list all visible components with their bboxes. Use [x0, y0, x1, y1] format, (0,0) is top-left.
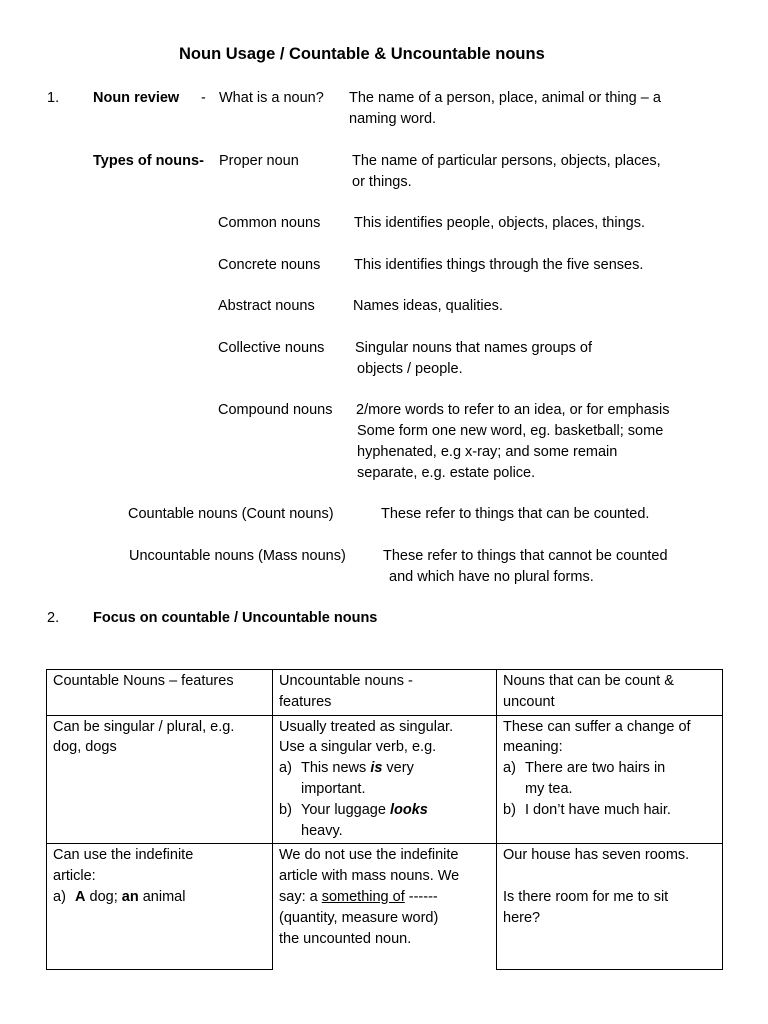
type-term-abstract: Abstract nouns	[218, 298, 315, 314]
page-title: Noun Usage / Countable & Uncountable nouns	[179, 45, 545, 63]
list-item: a) A dog; an animal	[53, 888, 186, 905]
type-term-collective: Collective nouns	[218, 340, 325, 356]
section1-answer-line1: The name of a person, place, animal or thing – a	[349, 90, 661, 106]
table-row	[47, 715, 723, 844]
row1-uncountable-cell: Usually treated as singular. Use a singular verb, e.g. a) This news is very important. b) Your luggage looks heavy.	[273, 715, 497, 844]
row2-countable-cell: Can use the indefinite article: a) A dog; an animal	[47, 844, 273, 970]
section2-heading: Focus on countable / Uncountable nouns	[93, 610, 378, 626]
type-term-compound: Compound nouns	[218, 402, 333, 418]
type-term-common: Common nouns	[218, 215, 321, 231]
type-def-compound-1: 2/more words to refer to an idea, or for emphasis	[356, 402, 670, 418]
type-def-collective-1: Singular nouns that names groups of	[355, 340, 592, 356]
type-def-proper-2: or things.	[352, 174, 412, 190]
uncountable-definition-1: These refer to things that cannot be counted	[383, 548, 668, 564]
section1-dash: -	[201, 90, 206, 106]
section1-heading: Noun review	[93, 90, 180, 106]
type-def-proper-1: The name of particular persons, objects, places,	[352, 153, 661, 169]
row2-uncountable-cell: We do not use the indefinite article with mass nouns. We say: a something of ------ (quantity, measure word) the uncounted noun.	[273, 844, 497, 970]
list-item: a) There are two hairs in my tea.	[503, 760, 666, 797]
type-term-proper: Proper noun	[219, 153, 299, 169]
uncountable-term: Uncountable nouns (Mass nouns)	[129, 548, 346, 564]
type-def-common: This identifies people, objects, places, things.	[354, 215, 645, 231]
type-def-collective-2: objects / people.	[357, 361, 463, 377]
row1-countable-cell: Can be singular / plural, e.g. dog, dogs	[47, 715, 273, 844]
type-term-concrete: Concrete nouns	[218, 257, 321, 273]
type-def-concrete: This identifies things through the five senses.	[354, 257, 644, 273]
type-def-compound-4: separate, e.g. estate police.	[357, 465, 536, 481]
row1-both-cell: These can suffer a change of meaning: a) There are two hairs in my tea. b) I don’t have much hair.	[497, 715, 723, 844]
section1-number: 1.	[47, 90, 60, 106]
header-countable: Countable Nouns – features	[47, 670, 273, 716]
type-def-abstract: Names ideas, qualities.	[353, 298, 503, 314]
header-uncountable: Uncountable nouns - features	[273, 670, 497, 716]
type-def-compound-3: hyphenated, e.g x-ray; and some remain	[357, 444, 618, 460]
list-item: a) This news is very important.	[279, 760, 414, 797]
row2-both-cell: Our house has seven rooms. Is there room for me to sit here?	[497, 844, 723, 970]
table-row	[47, 844, 723, 970]
countable-definition: These refer to things that can be counted.	[381, 506, 650, 522]
list-item: b) Your luggage looks heavy.	[279, 801, 428, 839]
list-item: b) I don’t have much hair.	[503, 801, 671, 818]
features-table	[46, 669, 723, 970]
countable-term: Countable nouns (Count nouns)	[128, 506, 334, 522]
section1-answer-line2: naming word.	[349, 111, 437, 127]
table-header-row	[47, 670, 723, 716]
type-def-compound-2: Some form one new word, eg. basketball; some	[357, 423, 664, 439]
section2-number: 2.	[47, 610, 60, 626]
uncountable-definition-2: and which have no plural forms.	[389, 569, 594, 585]
types-heading: Types of nouns-	[93, 153, 204, 169]
header-both: Nouns that can be count & uncount	[497, 670, 723, 716]
section1-question: What is a noun?	[219, 90, 324, 106]
